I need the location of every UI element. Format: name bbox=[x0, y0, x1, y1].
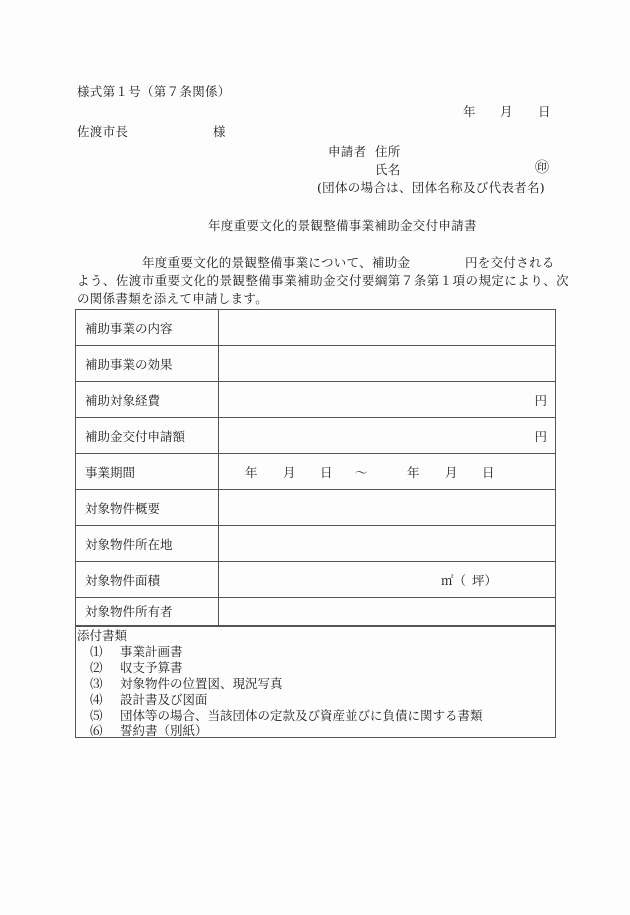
body-text-line1a: 年度重要文化的景観整備事業について、補助金 bbox=[142, 255, 411, 270]
row-label: 対象物件面積 bbox=[76, 562, 219, 597]
tsubo-unit: 坪） bbox=[472, 572, 498, 588]
period-field[interactable] bbox=[219, 454, 555, 489]
table-row-eligible-cost bbox=[76, 382, 555, 418]
row-label: 事業期間 bbox=[76, 454, 219, 489]
attachment-text: 誓約書（別紙） bbox=[120, 723, 208, 738]
form-number: 様式第１号（第７条関係） bbox=[77, 84, 231, 99]
row-label: 補助金交付申請額 bbox=[76, 418, 219, 453]
body-text-line2: よう、佐渡市重要文化的景観整備事業補助金交付要綱第７条第１項の規定により、次 bbox=[77, 273, 570, 288]
body-text-line3: の関係書類を添えて申請します。 bbox=[77, 291, 269, 306]
row-label: 補助事業の効果 bbox=[76, 346, 219, 381]
requested-amount-field[interactable] bbox=[219, 418, 555, 453]
attachment-text: 事業計画書 bbox=[120, 644, 183, 659]
table-row-content bbox=[76, 310, 555, 346]
attachment-number: ⑵ bbox=[90, 660, 103, 675]
attachment-text: 対象物件の位置図、現況写真 bbox=[120, 676, 283, 691]
organization-note: (団体の場合は、団体名称及び代表者名) bbox=[317, 180, 545, 195]
row-label: 対象物件概要 bbox=[76, 490, 219, 525]
content-field[interactable] bbox=[219, 310, 555, 345]
table-row-property-summary bbox=[76, 490, 555, 526]
table-row-period bbox=[76, 454, 555, 490]
property-location-field[interactable] bbox=[219, 526, 555, 561]
attachment-number: ⑴ bbox=[90, 644, 103, 659]
address-label: 住所 bbox=[375, 144, 401, 159]
table-row-property-location bbox=[76, 526, 555, 562]
attachment-number: ⑸ bbox=[90, 708, 103, 723]
period-end-month: 月 bbox=[445, 464, 458, 480]
row-label: 対象物件所在地 bbox=[76, 526, 219, 561]
period-start-month: 月 bbox=[283, 464, 296, 480]
property-summary-field[interactable] bbox=[219, 490, 555, 525]
attachments-section bbox=[75, 624, 556, 738]
period-end-year: 年 bbox=[407, 464, 420, 480]
yen-unit: 円 bbox=[534, 428, 547, 444]
table-row-property-area bbox=[76, 562, 555, 598]
row-label: 補助事業の内容 bbox=[76, 310, 219, 345]
application-table bbox=[75, 309, 556, 627]
date-day-label: 日 bbox=[538, 104, 551, 119]
period-tilde: ～ bbox=[355, 464, 368, 480]
period-start-day: 日 bbox=[320, 464, 333, 480]
attachment-item bbox=[90, 721, 208, 739]
property-area-field[interactable] bbox=[219, 562, 555, 597]
table-row-property-owner bbox=[76, 598, 555, 626]
document-title: 年度重要文化的景観整備事業補助金交付申請書 bbox=[208, 218, 477, 233]
row-label: 対象物件所有者 bbox=[76, 598, 219, 625]
yen-unit: 円 bbox=[534, 392, 547, 408]
date-month-label: 月 bbox=[500, 104, 513, 119]
attachment-number: ⑷ bbox=[90, 692, 103, 707]
row-label: 補助対象経費 bbox=[76, 382, 219, 417]
area-unit: ㎡（ bbox=[441, 572, 467, 588]
property-owner-field[interactable] bbox=[219, 598, 555, 625]
applicant-label: 申請者 bbox=[328, 144, 367, 159]
period-start-year: 年 bbox=[245, 464, 258, 480]
attachment-number: ⑶ bbox=[90, 676, 103, 691]
attachment-text: 設計書及び図面 bbox=[120, 692, 208, 707]
addressee: 佐渡市長 bbox=[77, 124, 129, 139]
attachment-text: 収支予算書 bbox=[120, 660, 183, 675]
name-label: 氏名 bbox=[375, 162, 401, 177]
period-end-day: 日 bbox=[482, 464, 495, 480]
attachment-text: 団体等の場合、当該団体の定款及び資産並びに負債に関する書類 bbox=[120, 708, 483, 723]
attachments-heading: 添付書類 bbox=[77, 628, 128, 643]
seal-icon: ㊞ bbox=[535, 160, 550, 176]
honorific: 様 bbox=[213, 124, 226, 139]
body-text-line1b: 円を交付される bbox=[465, 255, 555, 270]
date-year-label: 年 bbox=[463, 104, 476, 119]
table-row-effect bbox=[76, 346, 555, 382]
table-row-requested-amount bbox=[76, 418, 555, 454]
attachment-number: ⑹ bbox=[90, 723, 103, 738]
eligible-cost-field[interactable] bbox=[219, 382, 555, 417]
effect-field[interactable] bbox=[219, 346, 555, 381]
